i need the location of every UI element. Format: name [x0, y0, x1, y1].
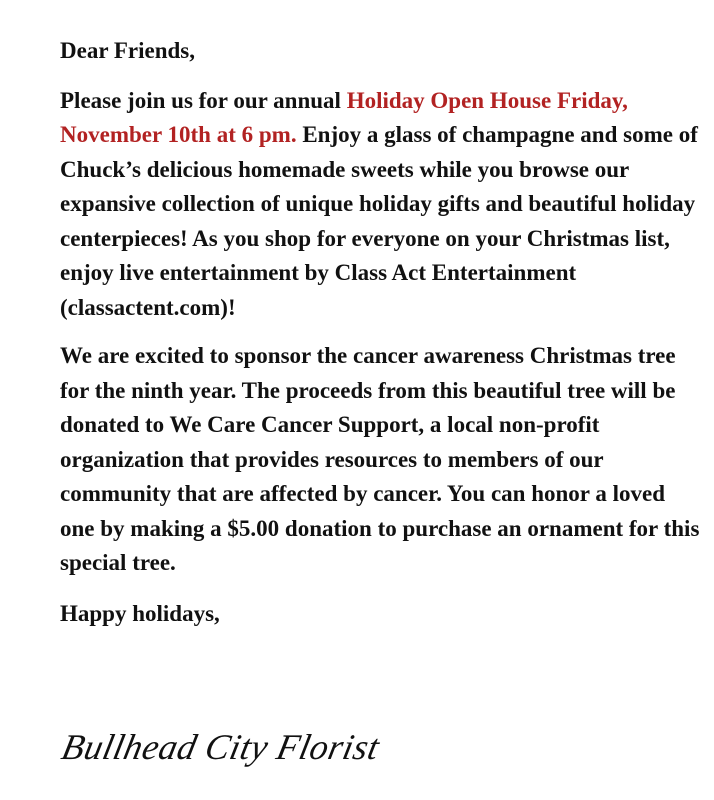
sponsorship-paragraph: We are excited to sponsor the cancer awareness Christmas tree for the ninth year. The proceeds from this beautiful tree will be donated to We Care Cancer Support, a local non-profit organization that provides resources to members of our community that are affected by cancer. You can honor a loved one by making a $5.00 donation to purchase an ornament for this special tree.: [60, 343, 700, 575]
invitation-details: Enjoy a glass of champagne and some of Chuck’s delicious homemade sweets while you browse our expansive collection of unique holiday gifts and beautiful holiday centerpieces! As you shop for everyone on your Christmas list, enjoy live entertainment by Class Act Entertainment (classactent.com)!: [60, 122, 698, 320]
signature: Bullhead City Florist: [58, 727, 384, 767]
greeting: Dear Friends,: [60, 38, 196, 63]
invitation-intro: Please join us for our annual: [60, 87, 347, 113]
letter-body: [60, 34, 700, 631]
invitation-paragraph: [60, 84, 700, 326]
event-date-highlight: Holiday Open House Friday, November 10th at 6 pm.: [60, 87, 628, 147]
closing-line: Happy holidays,: [60, 600, 220, 626]
